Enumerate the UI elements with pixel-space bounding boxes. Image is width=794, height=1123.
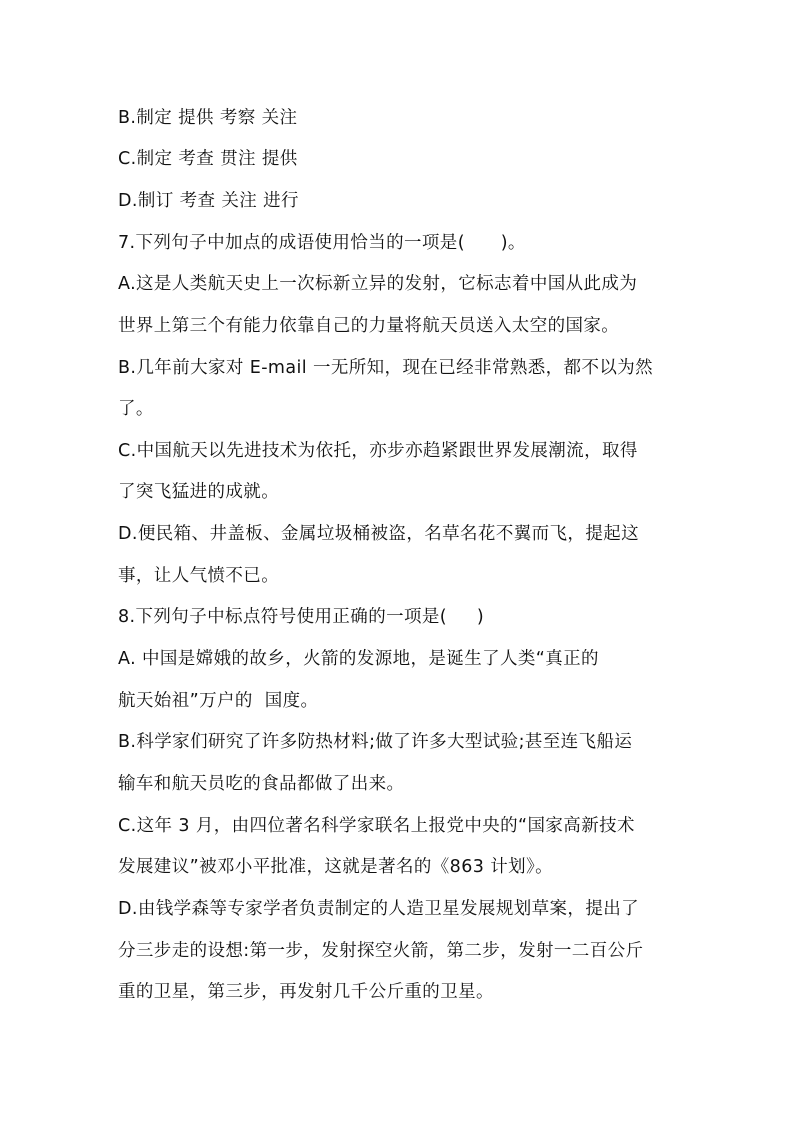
text-line: 事，让人气愤不已。 bbox=[118, 566, 280, 586]
text-line: 了。 bbox=[118, 399, 154, 419]
option-line: C.中国航天以先进技术为依托，亦步亦趋紧跟世界发展潮流，取得 bbox=[118, 441, 638, 461]
text-line: 发展建议”被邓小平批准，这就是著名的《863 计划》。 bbox=[118, 857, 554, 877]
question-8-line: 8.下列句子中标点符号使用正确的一项是( ) bbox=[118, 607, 485, 627]
option-line: B.科学家们研究了许多防热材料;做了许多大型试验;甚至连飞船运 bbox=[118, 732, 633, 752]
text-line: 了突飞猛进的成就。 bbox=[118, 482, 280, 502]
text-line: 世界上第三个有能力依靠自己的力量将航天员送入太空的国家。 bbox=[118, 316, 620, 336]
text-line: 航天始祖”万户的 国度。 bbox=[118, 691, 319, 711]
option-line: D.便民箱、井盖板、金属垃圾桶被盗，名草名花不翼而飞，提起这 bbox=[118, 524, 640, 544]
option-line: A. 中国是嫦娥的故乡，火箭的发源地，是诞生了人类“真正的 bbox=[118, 649, 599, 669]
text-line: 输车和航天员吃的食品都做了出来。 bbox=[118, 774, 405, 794]
option-line: C.这年 3 月，由四位著名科学家联名上报党中央的“国家高新技术 bbox=[118, 816, 635, 836]
option-line: D.由钱学森等专家学者负责制定的人造卫星发展规划草案，提出了 bbox=[118, 899, 640, 919]
text-line: 分三步走的设想:第一步，发射探空火箭，第二步，发射一二百公斤 bbox=[118, 941, 644, 961]
text-line: 重的卫星，第三步，再发射几千公斤重的卫星。 bbox=[118, 982, 494, 1002]
option-line: C.制定 考查 贯注 提供 bbox=[118, 149, 298, 169]
option-line: B.制定 提供 考察 关注 bbox=[118, 108, 298, 128]
option-line: D.制订 考查 关注 进行 bbox=[118, 191, 299, 211]
option-line: B.几年前大家对 E-mail 一无所知，现在已经非常熟悉，都不以为然 bbox=[118, 358, 654, 378]
option-line: A.这是人类航天史上一次标新立异的发射，它标志着中国从此成为 bbox=[118, 274, 638, 294]
question-7-line: 7.下列句子中加点的成语使用恰当的一项是( )。 bbox=[118, 233, 526, 253]
